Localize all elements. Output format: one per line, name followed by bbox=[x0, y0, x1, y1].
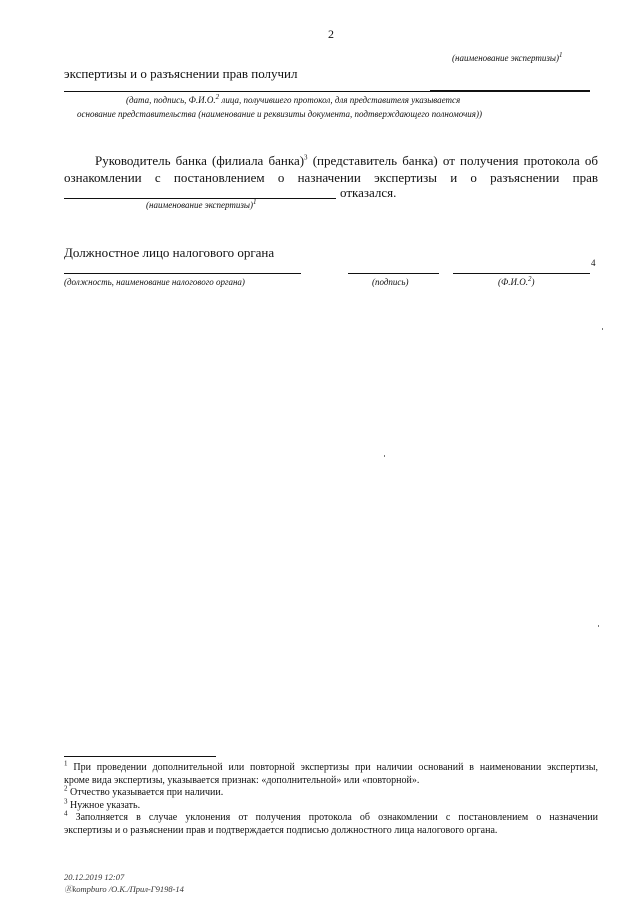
footnote-mark-4: 4 bbox=[591, 258, 596, 268]
footnote-4-line2: экспертизы и о разъяснении прав и подтверждается подписью должностного лица налогового органа. bbox=[64, 824, 498, 836]
scan-speck bbox=[602, 328, 603, 330]
position-caption: (должность, наименование налогового органа) bbox=[64, 277, 245, 287]
position-underline bbox=[64, 273, 301, 274]
expertise-name-caption-top: (наименование экспертизы)$^1$ bbox=[452, 51, 563, 63]
footnote-2: $^2$ Отчество указывается при наличии. bbox=[64, 784, 224, 798]
received-caption-line1: (дата, подпись, Ф.И.О.$^2$ лица, получившего протокол, для представителя указывается bbox=[126, 93, 461, 105]
footnote-4-line1: $^4$ Заполняется в случае уклонения от получения протокола об ознакомлении с постановлением о назначении bbox=[64, 809, 598, 823]
page-number: 2 bbox=[328, 27, 334, 41]
footnote-separator bbox=[64, 756, 216, 757]
footnotes bbox=[64, 759, 598, 837]
footnote-1-line1: $^1$ При проведении дополнительной или повторной экспертизы при наличии оснований в наименовании экспертизы, bbox=[64, 759, 598, 773]
stamp-line2: Ⓡkompburo /O.K./Прил-Г9198-14 bbox=[64, 884, 184, 894]
expertise-name-caption-mid: (наименование экспертизы)$^1$ bbox=[146, 198, 257, 210]
signature-caption: (подпись) bbox=[372, 277, 409, 287]
received-underline bbox=[64, 91, 590, 92]
footnote-3: $^3$ Нужное указать. bbox=[64, 797, 141, 811]
expertise-name-blank bbox=[64, 198, 336, 199]
name-caption: (Ф.И.О.$^2$) bbox=[498, 275, 535, 287]
received-line: экспертизы и о разъяснении прав получил bbox=[64, 66, 298, 81]
scan-speck bbox=[384, 455, 385, 457]
stamp-icon: Ⓡ bbox=[64, 884, 73, 894]
name-underline bbox=[453, 273, 590, 274]
official-label: Должностное лицо налогового органа bbox=[64, 245, 275, 260]
received-caption-line2: основание представительства (наименование и реквизиты документа, подтверждающего полномочия)) bbox=[77, 109, 482, 119]
footnote-1-line2: кроме вида экспертизы, указывается признак: «дополнительной» или «повторной». bbox=[64, 774, 420, 786]
refusal-line2: ознакомлении с постановлением о назначении экспертизы и о разъяснении прав bbox=[64, 170, 598, 185]
refusal-line1: Руководитель банка (филиала банка)$^3$ (представитель банка) от получения протокола об bbox=[95, 153, 598, 168]
refusal-line3-end: отказался. bbox=[340, 185, 397, 200]
scan-speck bbox=[598, 625, 599, 627]
signature-underline bbox=[348, 273, 439, 274]
stamp-line1: 20.12.2019 12:07 bbox=[64, 872, 125, 882]
